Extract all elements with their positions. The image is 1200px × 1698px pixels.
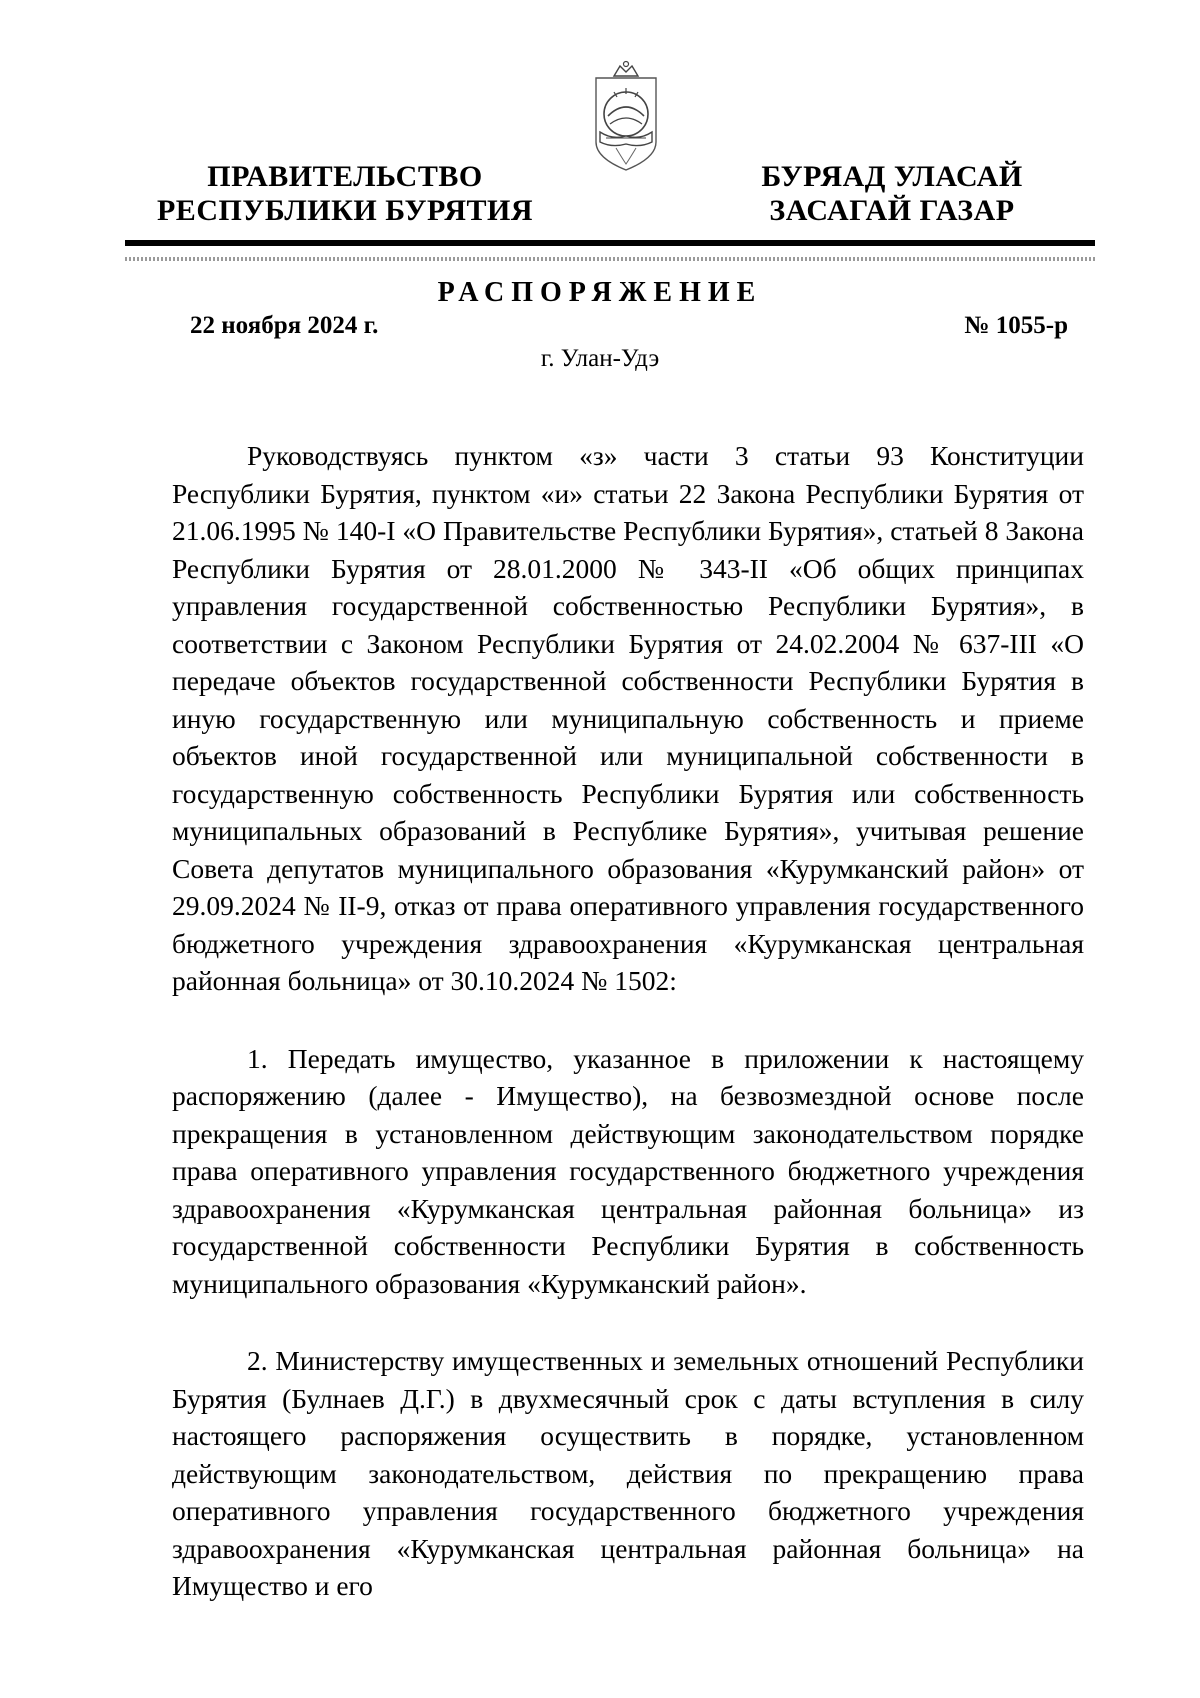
document-type: РАСПОРЯЖЕНИЕ — [437, 277, 763, 308]
paragraph-item-1: 1. Передать имущество, указанное в приложении к настоящему распоряжению (далее - Имущество), на безвозмездной основе после прекращения в установленном действующим законодательством порядке права оперативного управления государственного бюджетного учреждения здравоохранения «Курумканская центральная районная больница» из государственной собственности Республики Бурятия в собственность муниципального образования «Курумканский район». — [172, 1042, 1084, 1299]
header-divider-thick — [125, 240, 1095, 246]
government-name-line: ЗАСАГАЙ ГАЗАР — [769, 194, 1015, 227]
government-name-line: БУРЯАД УЛАСАЙ — [761, 160, 1023, 193]
document-body — [172, 437, 1084, 1605]
government-name-line: РЕСПУБЛИКИ БУРЯТИЯ — [156, 194, 534, 227]
government-name-buryat — [732, 160, 1052, 228]
document-number: № 1055-р — [964, 312, 1068, 339]
government-name-russian — [150, 160, 540, 228]
document-date: 22 ноября 2024 г. — [190, 312, 379, 339]
paragraph-preamble: Руководствуясь пунктом «з» части 3 статьи 93 Конституции Республики Бурятия, пунктом «и» статьи 22 Закона Республики Бурятия от 21.06.1995 № 140-I «О Правительстве Республики Бурятия», статьей 8 Закона Республики Бурятия от 28.01.2000 № 343-II «Об общих принципах управления государственной собственностью Республики Бурятия», в соответствии с Законом Республики Бурятия от 24.02.2004 № 637-III «О передаче объектов государственной собственности Республики Бурятия в иную государственную или муниципальную собственность и приеме объектов иной государственной или муниципальной собственности в государственную собственность Республики Бурятия или собственность муниципальных образований в Республике Бурятия», учитывая решение Совета депутатов муниципального образования «Курумканский район» от 29.09.2024 № II-9, отказ от права оперативного управления государственного бюджетного учреждения здравоохранения «Курумканская центральная районная больница» от 30.10.2024 № 1502: — [172, 440, 1084, 996]
document-city: г. Улан-Удэ — [540, 345, 660, 372]
header-divider-dotted — [125, 257, 1095, 261]
coat-of-arms-icon — [592, 58, 660, 174]
paragraph-item-2: 2. Министерству имущественных и земельных отношений Республики Бурятия (Булнаев Д.Г.) в двухмесячный срок с даты вступления в силу настоящего распоряжения осуществить в порядке, установленном действующим законодательством, действия по прекращению права оперативного управления государственного бюджетного учреждения здравоохранения «Курумканская центральная районная больница» на Имущество и его — [172, 1345, 1084, 1601]
government-name-line: ПРАВИТЕЛЬСТВО — [207, 160, 483, 193]
